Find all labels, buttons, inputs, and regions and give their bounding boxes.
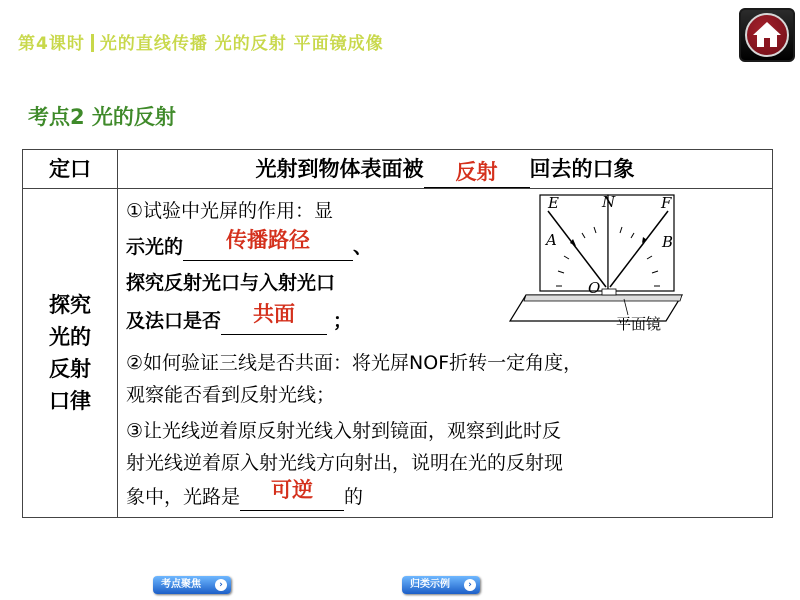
home-icon [745, 13, 789, 57]
lesson-header [18, 29, 384, 54]
line2-suffix: 、 [353, 236, 373, 258]
definition-blank [424, 161, 530, 188]
label-o: O [588, 279, 601, 297]
chevron-right-icon: › [215, 579, 227, 591]
line4-prefix: 及法口是否 [126, 310, 222, 332]
content-line-4 [126, 302, 353, 335]
law-label-line: 口律 [49, 389, 91, 413]
content-line-1: ①试验中光屏的作用：显 [126, 200, 334, 222]
nav-examples-label: 归类示例 [410, 579, 450, 590]
nav-examples-button[interactable] [402, 576, 480, 594]
content-line-2 [126, 228, 373, 261]
definition-text-before: 光射到物体表面被 [255, 157, 424, 181]
content-line-6: 观察能否看到反射光线； [126, 384, 336, 406]
law-label-line: 反射 [49, 357, 91, 381]
law-label [23, 189, 118, 518]
reflection-diagram [506, 191, 690, 333]
content-line-8: 射光线逆着原入射光线方向射出，说明在光的反射现 [126, 452, 564, 474]
lesson-number: 第4课时 [18, 34, 85, 54]
line2-answer: 传播路径 [226, 228, 311, 252]
definition-label: 定口 [23, 150, 118, 189]
chevron-right-icon: › [464, 579, 476, 591]
definition-answer: 反射 [455, 160, 498, 184]
header-divider [91, 34, 94, 52]
mirror-caption: 平面镜 [616, 315, 662, 333]
line9-prefix: 象中，光路是 [126, 486, 241, 508]
content-line-7: ③让光线逆着原反射光线入射到镜面，观察到此时反 [126, 420, 562, 442]
law-content-cell [118, 189, 773, 518]
line2-prefix: 示光的 [126, 236, 184, 258]
line4-suffix: ； [333, 310, 353, 332]
label-n: N [602, 193, 616, 211]
line9-blank [240, 478, 344, 511]
home-button[interactable] [739, 8, 795, 62]
law-label-line: 光的 [49, 325, 91, 349]
nav-key-points-label: 考点聚焦 [161, 579, 201, 590]
definition-text-after: 回去的口象 [529, 157, 635, 181]
nav-key-points-button[interactable] [153, 576, 231, 594]
line4-blank [221, 302, 327, 335]
label-b: B [662, 233, 674, 251]
content-line-5: ②如何验证三线是否共面：将光屏NOF折转一定角度， [126, 352, 583, 374]
line9-suffix: 的 [344, 486, 364, 508]
label-f: F [661, 194, 672, 212]
content-line-3: 探究反射光口与入射光口 [126, 272, 336, 294]
lesson-topics: 光的直线传播 光的反射 平面镜成像 [99, 34, 384, 54]
line2-blank [183, 228, 353, 261]
definition-cell [118, 150, 773, 189]
line4-answer: 共面 [253, 302, 296, 326]
reflection-table [22, 149, 773, 518]
law-label-line: 探究 [49, 293, 91, 317]
label-e: E [548, 194, 559, 212]
section-title: 考点2 光的反射 [28, 105, 176, 129]
content-line-9 [126, 478, 364, 511]
label-a: A [546, 231, 557, 249]
line9-answer: 可逆 [271, 478, 314, 502]
